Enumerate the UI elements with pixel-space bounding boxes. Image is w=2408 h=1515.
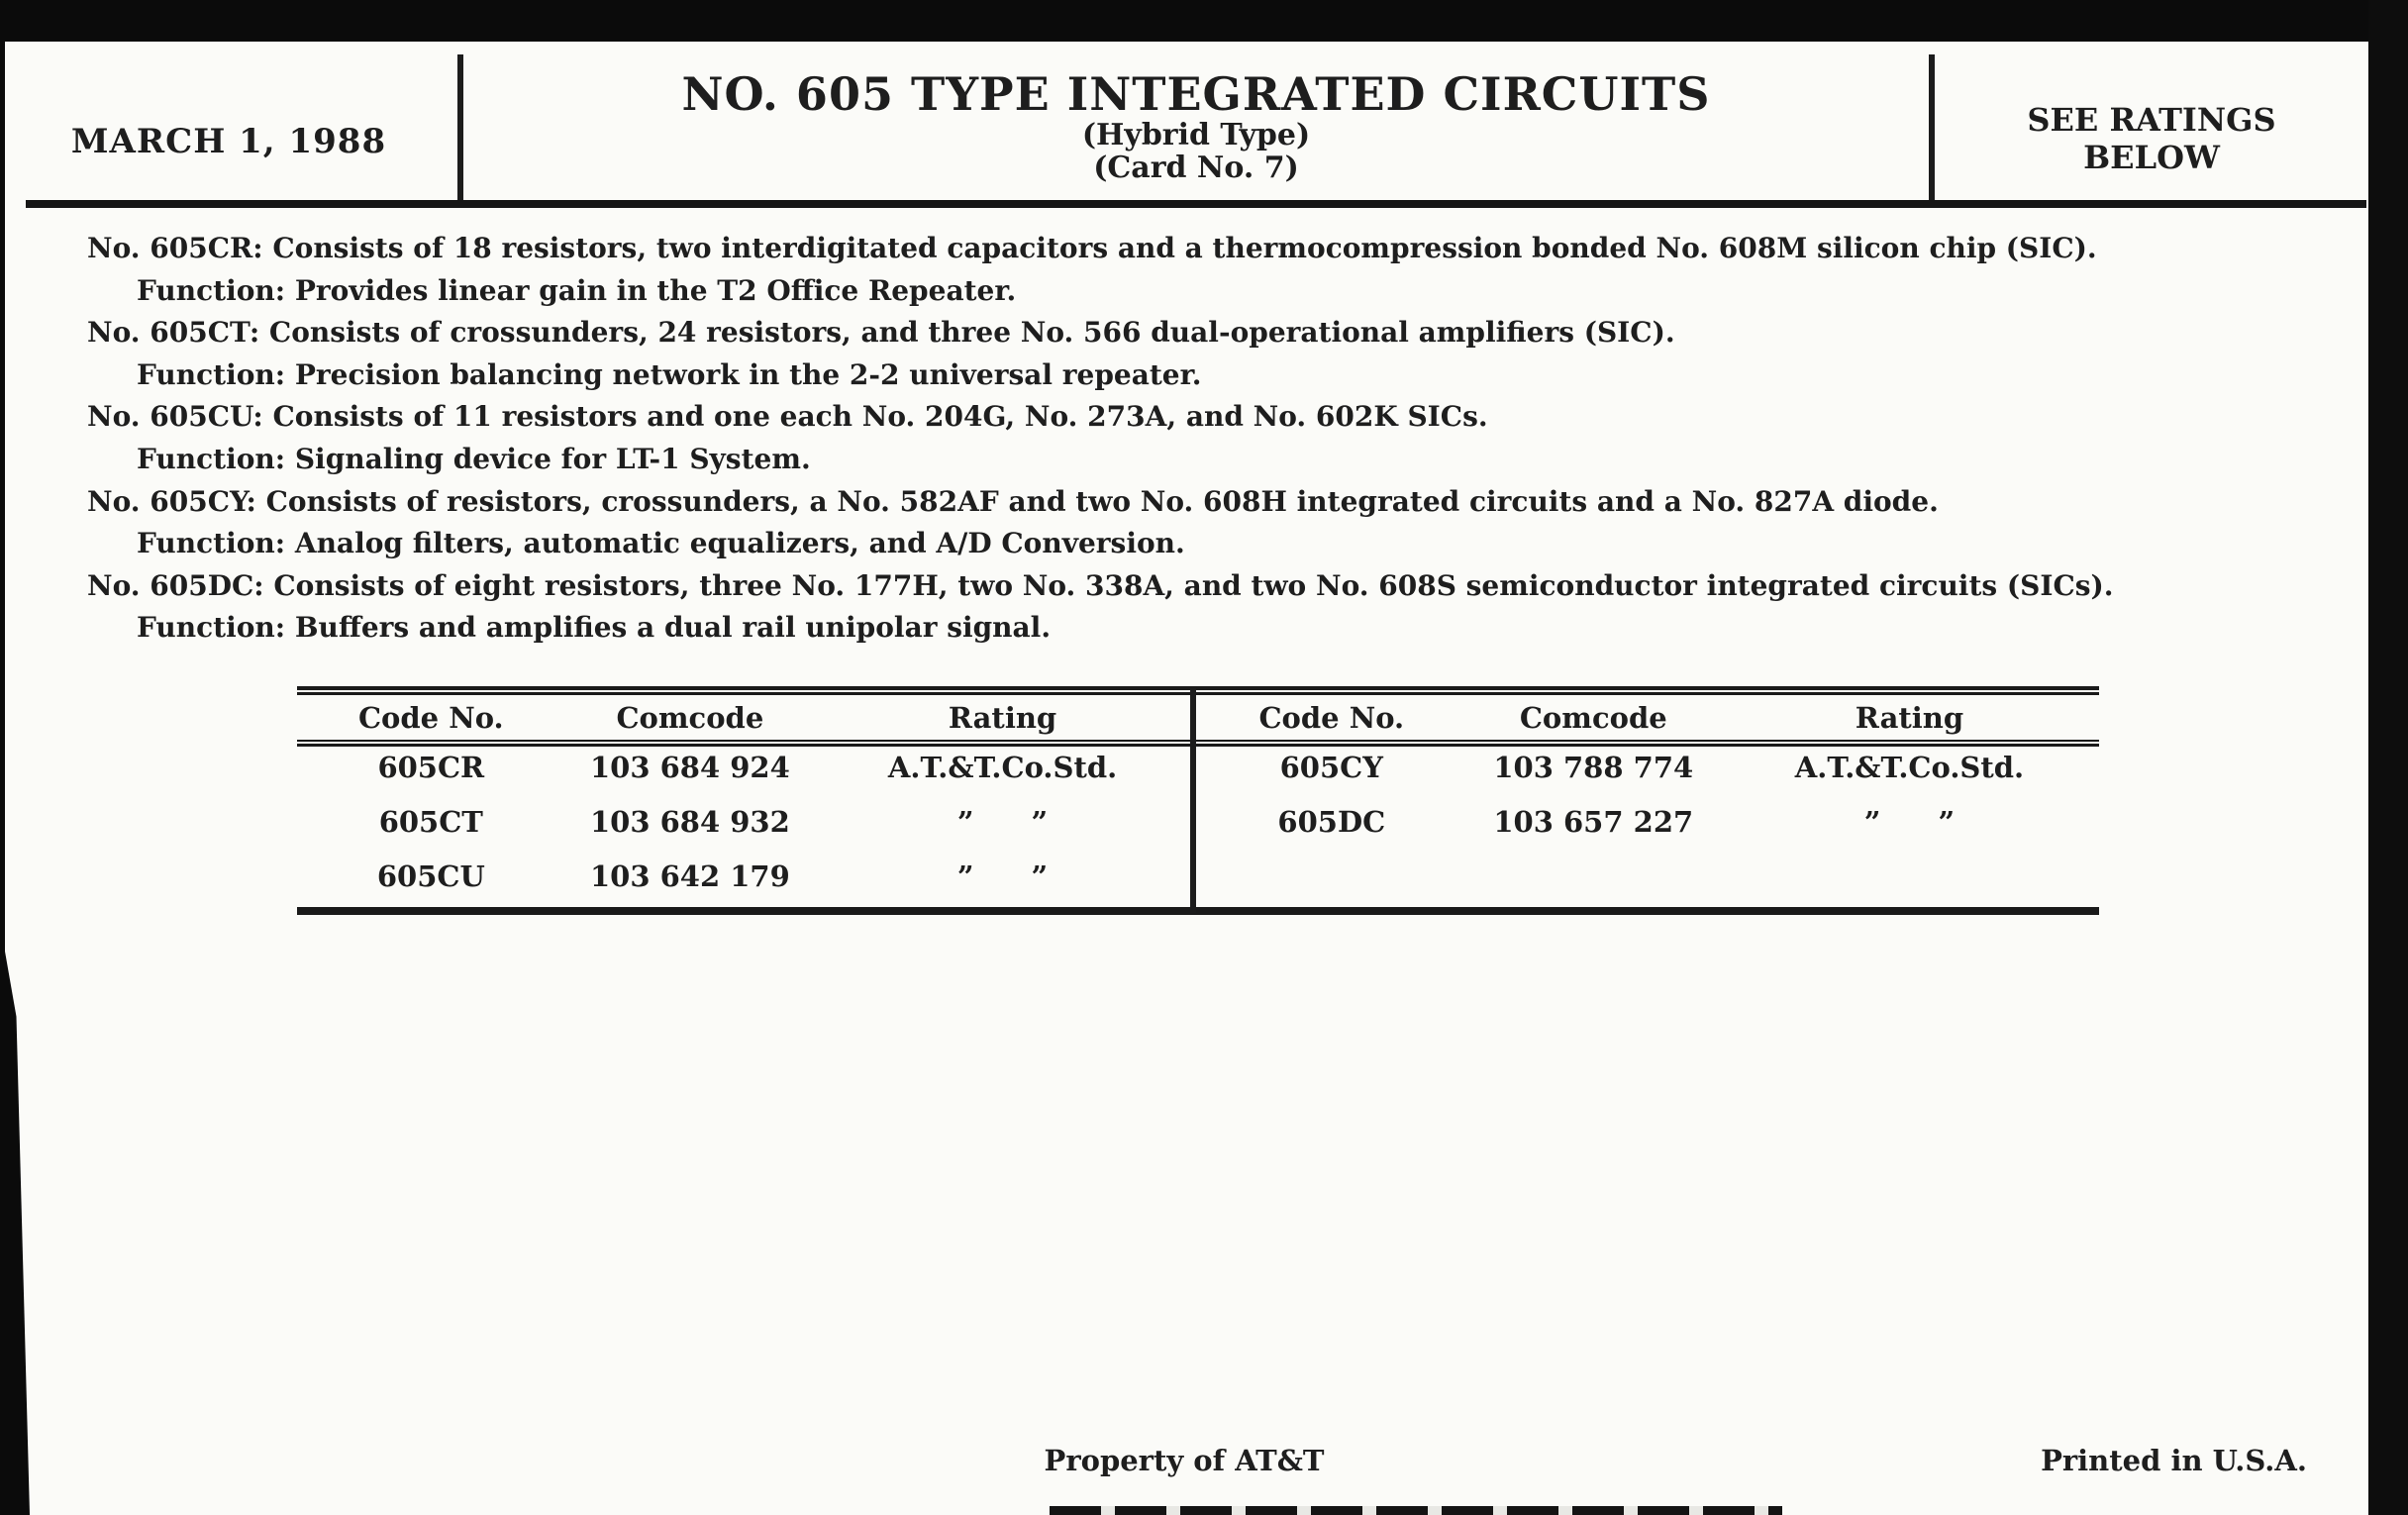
table-row xyxy=(297,740,1190,794)
description-no-line: No. 605CY: Consists of resistors, crossunders, a No. 582AF and two No. 608H integrated circuits and a No. 827A diode. xyxy=(87,484,1939,518)
table-top-rule xyxy=(297,686,2099,695)
property-notice: Property of AT&T xyxy=(1044,1444,1325,1477)
scanned-card xyxy=(0,42,2368,1515)
description-function-line: Function: Buffers and amplifies a dual rail unipolar signal. xyxy=(137,611,1052,645)
cell-comcode: 103 788 774 xyxy=(1493,750,1694,784)
printed-notice: Printed in U.S.A. xyxy=(2041,1444,2307,1477)
column-header-code: Code No. xyxy=(357,700,504,735)
description-function-line: Function: Signaling device for LT-1 System. xyxy=(137,442,811,475)
table-header-row xyxy=(297,695,1190,740)
cell-code: 605CY xyxy=(1279,750,1383,784)
cell-rating-ditto: ” ” xyxy=(1863,804,1956,839)
table-row xyxy=(297,794,1190,849)
table-row xyxy=(297,849,1190,903)
description-function-line: Function: Precision balancing network in the 2-2 universal repeater. xyxy=(137,357,1202,391)
cell-comcode: 103 684 932 xyxy=(589,804,790,839)
table-bottom-rule xyxy=(297,907,2099,915)
ratings-note xyxy=(1935,42,2368,200)
ratings-table-right xyxy=(1196,695,2099,907)
cell-rating: A.T.&T.Co.Std. xyxy=(1794,750,2025,784)
header-rule xyxy=(26,200,2366,208)
header-title-block xyxy=(463,69,1929,184)
scan-edge-right xyxy=(2368,0,2408,1515)
column-header-comcode: Comcode xyxy=(616,700,764,735)
descriptions-block xyxy=(87,228,2246,650)
page-subtitle-type: (Hybrid Type) xyxy=(1081,118,1311,152)
page-subtitle-card-no: (Card No. 7) xyxy=(1093,151,1299,185)
column-header-rating: Rating xyxy=(1855,700,1964,735)
ratings-note-line1: SEE RATINGS xyxy=(2027,101,2276,139)
table-header-row xyxy=(1196,695,2099,740)
ratings-table xyxy=(297,686,2099,915)
table-row xyxy=(1196,794,2099,849)
cell-comcode: 103 657 227 xyxy=(1493,804,1694,839)
cell-rating: A.T.&T.Co.Std. xyxy=(887,750,1118,784)
ratings-table-left xyxy=(297,695,1190,907)
column-header-comcode: Comcode xyxy=(1519,700,1667,735)
cell-code: 605DC xyxy=(1277,804,1386,839)
cell-code: 605CR xyxy=(377,750,485,784)
description-function-line: Function: Analog filters, automatic equalizers, and A/D Conversion. xyxy=(137,527,1185,560)
page-title: NO. 605 TYPE INTEGRATED CIRCUITS xyxy=(681,67,1711,121)
description-function-line: Function: Provides linear gain in the T2 Office Repeater. xyxy=(137,273,1017,307)
description-no-line: No. 605CR: Consists of 18 resistors, two interdigitated capacitors and a thermocompression bonded No. 608M silicon chip (SIC). xyxy=(87,232,2097,264)
card-date: MARCH 1, 1988 xyxy=(70,122,387,161)
scan-edge-top xyxy=(0,0,2408,42)
cell-code: 605CU xyxy=(376,858,485,893)
description-no-line: No. 605CT: Consists of crossunders, 24 resistors, and three No. 566 dual-operational amplifiers (SIC). xyxy=(87,316,1675,350)
column-header-rating: Rating xyxy=(948,700,1057,735)
cell-code: 605CT xyxy=(378,804,483,839)
cell-rating-ditto: ” ” xyxy=(956,804,1049,839)
table-row xyxy=(1196,740,2099,794)
scan-edge-bottom-marks xyxy=(1050,1506,1782,1515)
column-header-code: Code No. xyxy=(1258,700,1405,735)
cell-comcode: 103 684 924 xyxy=(589,750,790,784)
description-no-line: No. 605DC: Consists of eight resistors, three No. 177H, two No. 338A, and two No. 608S semiconductor integrated circuits (SICs). xyxy=(87,568,2114,602)
ratings-note-line2: BELOW xyxy=(2083,139,2220,176)
description-no-line: No. 605CU: Consists of 11 resistors and one each No. 204G, No. 273A, and No. 602K SICs. xyxy=(87,400,1488,434)
cell-rating-ditto: ” ” xyxy=(956,858,1049,893)
cell-comcode: 103 642 179 xyxy=(589,858,790,893)
